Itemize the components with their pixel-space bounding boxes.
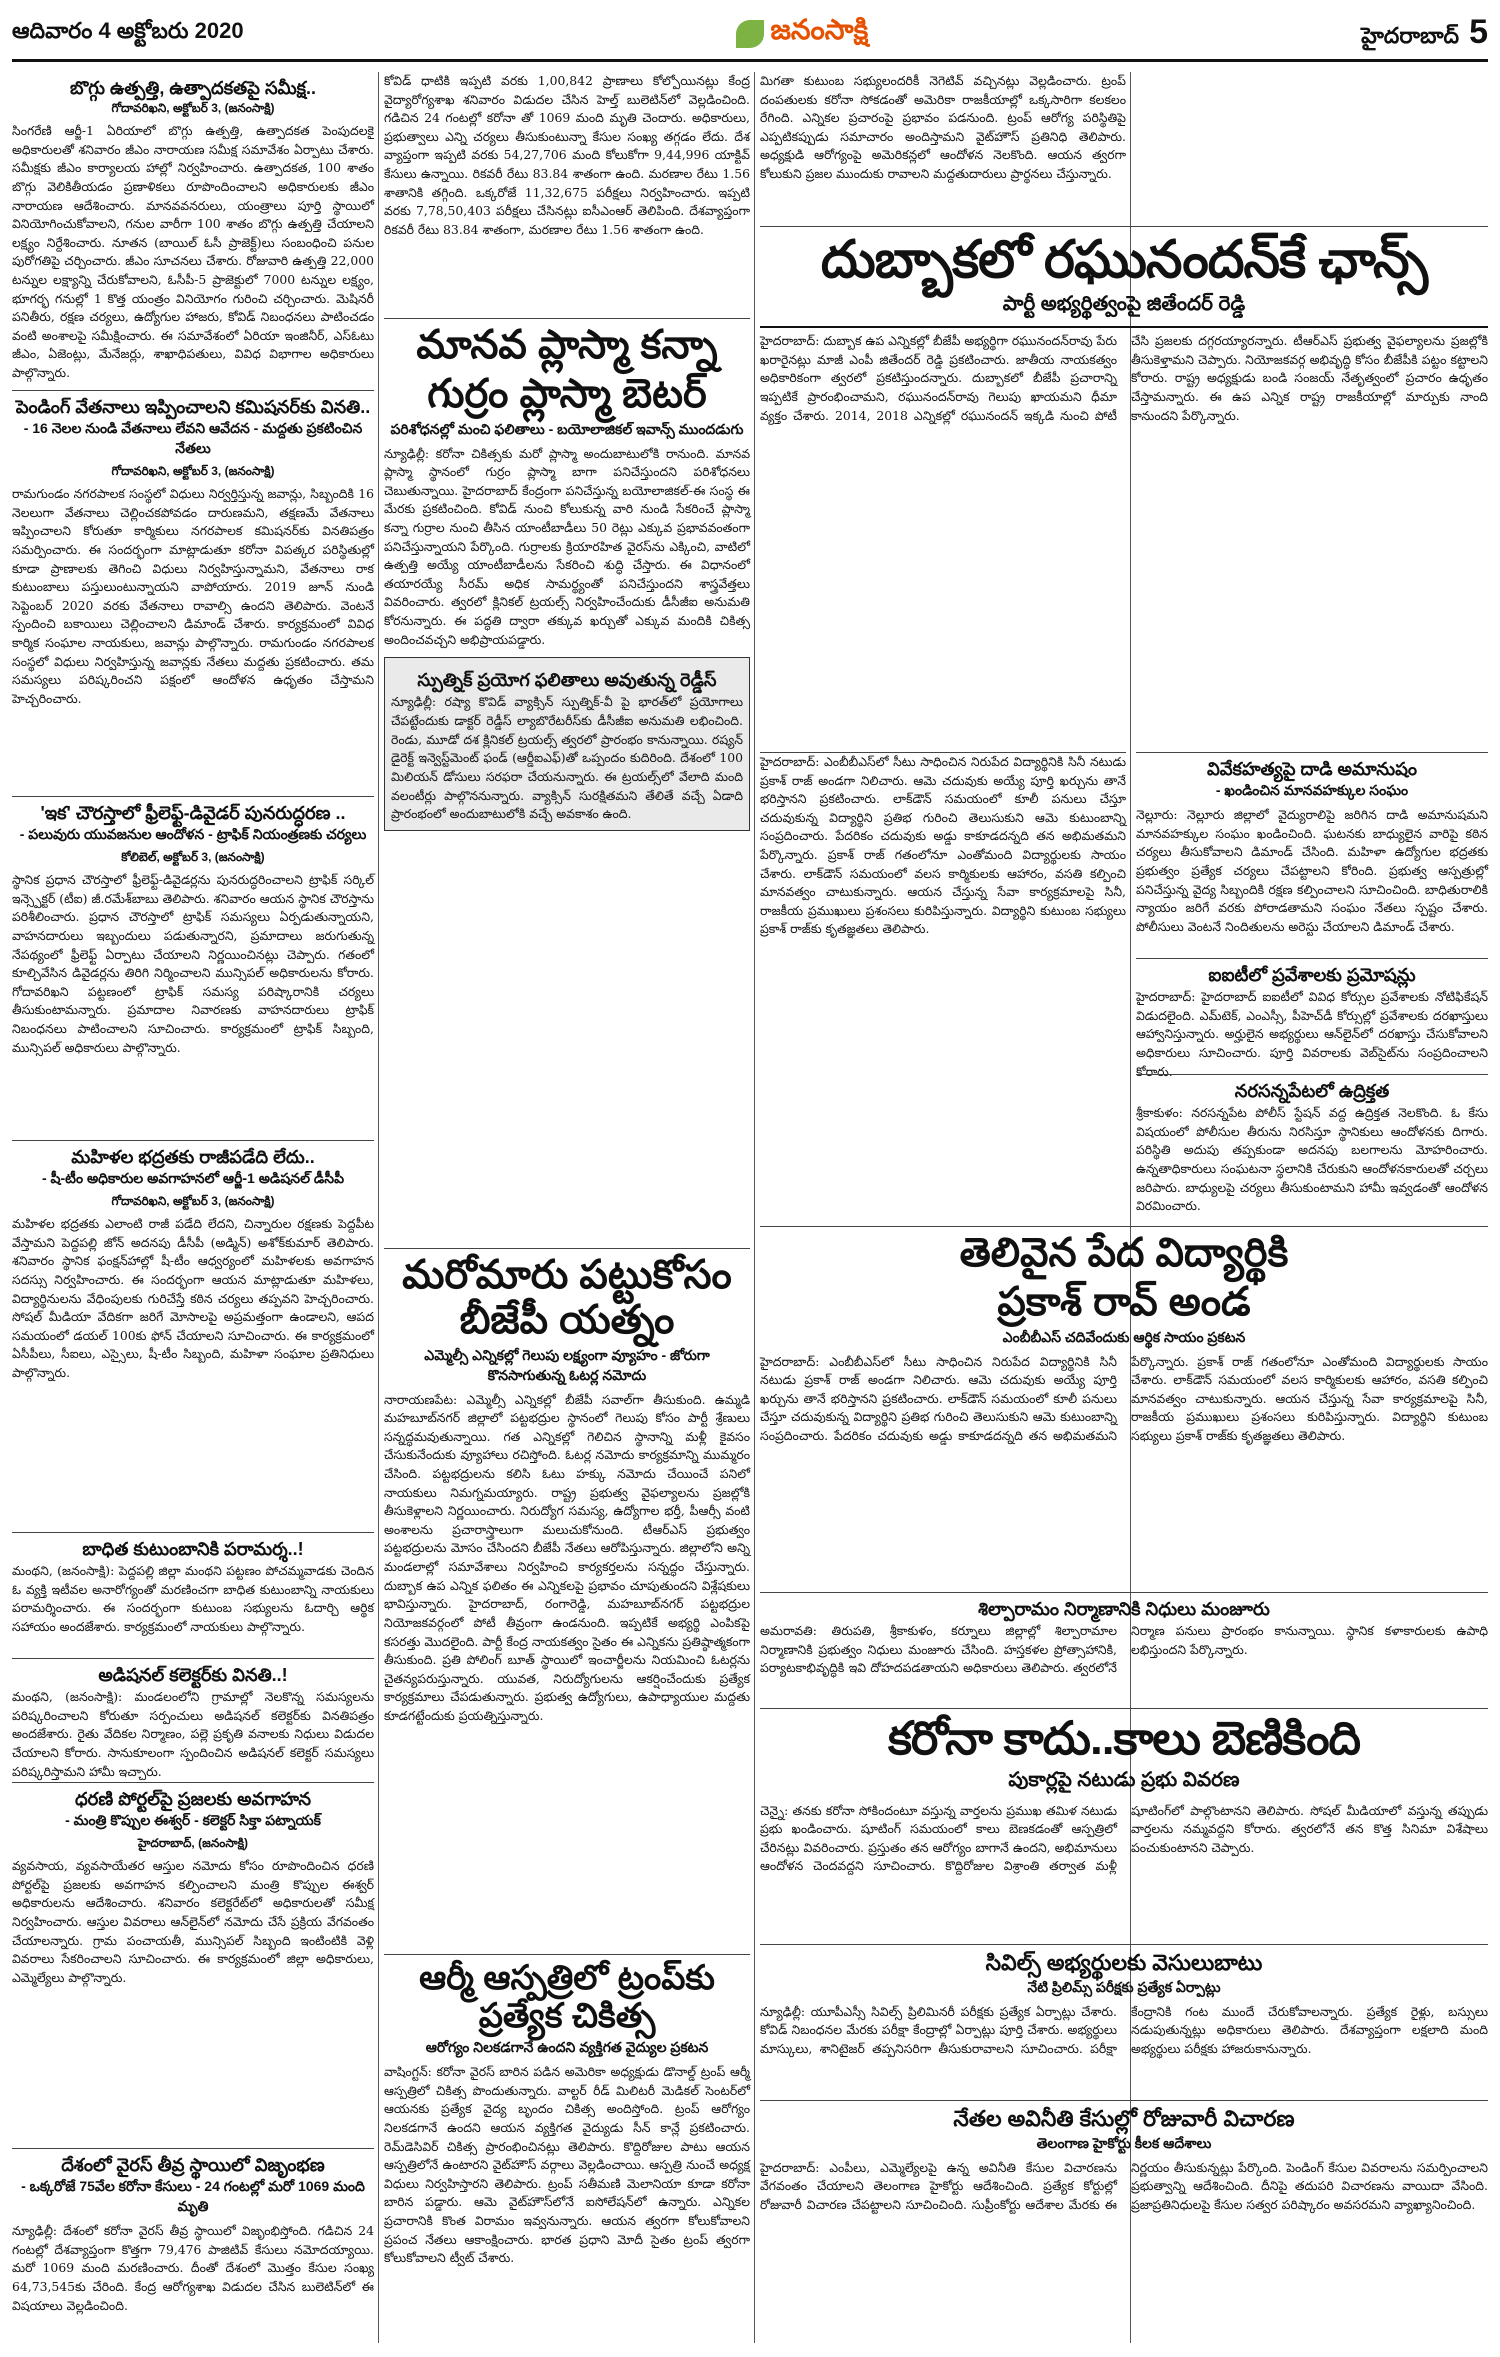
article-free-left-divider bbox=[12, 796, 374, 1134]
column-2 bbox=[384, 72, 750, 2343]
article-body: నారాయణపేట: ఎమ్మెల్సీ ఎన్నికల్లో బీజేపీ సవాల్‌గా తీసుకుంది. ఉమ్మడి మహబూబ్‌నగర్ జిల్లాలో పట్టభద్రుల స్థానంలో గెలుపు కోసం పార్టీ శ్రేణులు సన్నద్ధమవుతున్నాయి. గత ఎన్నికల్లో గెలిచిన స్థానాన్ని మళ్లీ కైవసం చేసుకునేందుకు వ్యూహాలు రచిస్తోంది. ఓటర్ల నమోదు కార్యక్రమాన్ని ముమ్మరం చేసింది. పట్టభద్రులను కలిసి ఓటు హక్కు నమోదు చేయించే పనిలో నాయకులు నిమగ్నమయ్యారు. రాష్ట్ర ప్రభుత్వ వైఫల్యాలను ప్రజల్లోకి తీసుకెళ్లాలని నిర్ణయించారు. నిరుద్యోగ సమస్య, ఉద్యోగాల భర్తీ, పీఆర్సీ వంటి అంశాలను ప్రచారాస్త్రాలుగా మలుచుకోనుంది. టీఆర్ఎస్ ప్రభుత్వం పట్టభద్రులను మోసం చేసిందని బీజేపీ నేతలు ఆరోపిస్తున్నారు. జిల్లాలోని అన్ని మండలాల్లో సమావేశాలు నిర్వహించి కార్యకర్తలను సన్నద్ధం చేస్తున్నారు. దుబ్బాక ఉప ఎన్నిక ఫలితం ఈ ఎన్నికలపై ప్రభావం చూపుతుందని విశ్లేషకులు భావిస్తున్నారు. హైదరాబాద్, రంగారెడ్డి, మహబూబ్‌నగర్ పట్టభద్రుల నియోజకవర్గంలో పోటీ తీవ్రంగా ఉండనుంది. ఇప్పటికే అభ్యర్థి ఎంపికపై కసరత్తు మొదలైంది. పార్టీ కేంద్ర నాయకత్వం సైతం ఈ ఎన్నికను ప్రతిష్ఠాత్మకంగా తీసుకుంది. ప్రతి పోలింగ్ బూత్ స్థాయిలో ఇంచార్జీలను నియమించి ఓటర్లను చైతన్యపరుస్తున్నారు. యువత, నిరుద్యోగులను ఆకర్షించేందుకు ప్రత్యేక కార్యక్రమాలు చేపడుతున్నారు. ప్రభుత్వ ఉద్యోగులు, ఉపాధ్యాయుల మద్దతు కూడగట్టేందుకు ప్రయత్నిస్తున్నారు. bbox=[384, 1391, 750, 1723]
article-trump-continued bbox=[760, 72, 1126, 220]
article-body: హైదరాబాద్: ఎంపీలు, ఎమ్మెల్యేలపై ఉన్న అవినీతి కేసుల విచారణను వేగవంతం చేయాలని తెలంగాణ హైకోర్టు ఆదేశించింది. ప్రత్యేక కోర్టుల్లో రోజువారీ విచారణ చేపట్టాలని సూచించింది. సుప్రీంకోర్టు ఆదేశాల మేరకు ఈ నిర్ణయం తీసుకున్నట్లు పేర్కొంది. పెండింగ్ కేసుల వివరాలను సమర్పించాలని ప్రభుత్వాన్ని ఆదేశించింది. దీనిపై తదుపరి విచారణను వాయిదా వేసింది. ప్రజాప్రతినిధులపై కేసుల సత్వర పరిష్కారం అవసరమని వ్యాఖ్యానించింది. bbox=[760, 2159, 1488, 2212]
headline: అడిషనల్ కలెక్టర్‌కు వినతి..! bbox=[98, 1665, 288, 1685]
headline: మరోమారు పట్టుకోసం బీజేపీ యత్నం bbox=[402, 1253, 732, 1342]
article-body: హైదరాబాద్: హైదరాబాద్ ఐఐటీలో వివిధ కోర్సుల ప్రవేశాలకు నోటిఫికేషన్ విడుదలైంది. ఎమ్‌టెక్, ఎంఎస్సీ, పీహెచ్‌డీ కోర్సుల్లో ప్రవేశాలకు దరఖాస్తులు ఆహ్వానిస్తున్నారు. అర్హులైన అభ్యర్థులు ఆన్‌లైన్‌లో దరఖాస్తు చేసుకోవాలని అధికారులు సూచించారు. పూర్తి వివరాలకు వెబ్‌సైట్‌ను సంప్రదించాలని కోరారు. bbox=[1136, 989, 1488, 1079]
headline: నరసన్నపేటలో ఉద్రిక్తత bbox=[1234, 1081, 1390, 1101]
headline: బొగ్గు ఉత్పత్తి, ఉత్పాదకతపై సమీక్ష.. bbox=[69, 78, 317, 98]
headline: మానవ ప్లాస్మా కన్నా bbox=[416, 323, 718, 367]
article-corruption-cases bbox=[760, 2100, 1488, 2343]
article-body: సింగరేణి ఆర్జీ-1 ఏరియాలో బొగ్గు ఉత్పత్తి, ఉత్పాదకత పెంపుదలకై అధికారులతో శనివారం జీఎం నారాయణ సమీక్ష సమావేశం ఏర్పాటు చేశారు. సమీక్షకు జీఎం కార్యాలయ హాల్లో నిర్వహించారు. ఉత్పాదకత, 100 శాతం బొగ్గు వెలికితీయడం ప్రణాళికలు రూపొందించాలని అధికారులకు జీఎం నారాయణ ఆదేశించారు. మానవవనరులు, యంత్రాలు పూర్తి స్థాయిలో వినియోగించుకోవాలని, గనుల వారీగా 100 శాతం బొగ్గు ఉత్పత్తి చేయాలని లక్ష్యం నిర్దేశించారు. నూతన (బాయిల్ ఓసీ ప్రాజెక్ట్)లు సంబంధించి పనుల పురోగతిపై చర్చించారు. జీఎం సూచనలు చేశారు. రోజువారి ఉత్పత్తి 22,000 టన్నుల లక్ష్యాన్ని చేరుకోవాలని, ఓసీపీ-5 ప్రాజెక్టులో 7000 టన్నుల లక్ష్యం, భూగర్భ గనుల్లో 1 కొత్త యంత్రం వినియోగం గురించి చర్చించారు. మెషినరీ పనితీరు, రక్షణ చర్యలు, ఉద్యోగుల హాజరు, కోవిడ్ నిబంధనలు పాటించడం వంటి అంశాలపై సమీక్షించారు. ఈ సమావేశంలో ఏరియా ఇంజినీర్, ఎస్ఓటు జీఎం, ఏజెంట్లు, మేనేజర్లు, శాఖాధిపతులు, వివిధ విభాగాల అధికారులు పాల్గొన్నారు. bbox=[12, 123, 374, 381]
article-narasannapeta bbox=[1136, 1074, 1488, 1220]
column-divider bbox=[378, 72, 379, 2343]
headline: వివేకహత్యపై దాడి అమానుషం bbox=[1206, 759, 1418, 779]
article-body: న్యూఢిల్లీ: కరోనా చికిత్సకు మరో ప్లాస్మా అందుబాటులోకి రానుంది. మానవ ప్లాస్మా స్థానంలో గుర్రం ప్లాస్మా బాగా పనిచేస్తుందని పరిశోధనలు చెబుతున్నాయి. హైదరాబాద్ కేంద్రంగా పనిచేస్తున్న బయోలాజికల్-ఈ సంస్థ ఈ మేరకు ప్రకటించింది. కోవిడ్ నుంచి కోలుకున్న వారి నుండి సేకరించే ప్లాస్మా కన్నా గుర్రాల నుంచి తీసిన యాంటీబాడీలు 50 రెట్లు ఎక్కువ ప్రభావవంతంగా పనిచేస్తున్నాయని పేర్కొంది. గుర్రాలకు క్రియారహిత వైరస్‌ను ఎక్కించి, వాటిలో ఉత్పత్తి అయ్యే యాంటీబాడీలను సేకరించి శుద్ధి చేస్తారు. ఈ విధానంలో తయారయ్యే సీరమ్ అధిక సామర్థ్యంతో పనిచేస్తుందని శాస్త్రవేత్తలు వివరించారు. త్వరలో క్లినికల్ ట్రయల్స్ నిర్వహించేందుకు డీసీజీఐ అనుమతి కోరనున్నారు. ఈ పద్ధతి ద్వారా తక్కువ ఖర్చుతో ఎక్కువ మందికి చికిత్స అందించవచ్చని అభిప్రాయపడ్డారు. bbox=[384, 445, 750, 647]
article-body: వాషింగ్టన్: కరోనా వైరస్ బారిన పడిన అమెరికా అధ్యక్షుడు డొనాల్డ్ ట్రంప్ ఆర్మీ ఆస్పత్రిలో చికిత్స పొందుతున్నారు. వాల్టర్ రీడ్ మిలిటరీ మెడికల్ సెంటర్‌లో ఆయనకు ప్రత్యేక వైద్య బృందం చికిత్స అందిస్తోంది. ట్రంప్ ఆరోగ్యం నిలకడగానే ఉందని ఆయన వ్యక్తిగత వైద్యుడు సీన్ కాన్లే ప్రకటించారు. రెమ్‌డెసివిర్ చికిత్స ప్రారంభించినట్లు తెలిపారు. కొద్దిరోజుల పాటు ఆయన ఆస్పత్రిలోనే ఉంటారని వైట్‌హౌస్ వర్గాలు వెల్లడించాయి. ఆస్పత్రి నుంచే అధ్యక్ష విధులు నిర్వహిస్తారని తెలిపారు. ట్రంప్ సతీమణి మెలానియా కూడా కరోనా బారిన పడ్డారు. ఆమె వైట్‌హౌస్‌లోనే ఐసోలేషన్‌లో ఉన్నారు. ఎన్నికల ప్రచారానికి కొంత విరామం ఇవ్వనున్నారు. ఆయన త్వరగా కోలుకోవాలని ప్రపంచ నేతలు ఆకాంక్షించారు. భారత ప్రధాని మోదీ సైతం ట్రంప్ త్వరగా కోలుకోవాలని ట్వీట్ చేశారు. bbox=[384, 2064, 750, 2266]
article-attack-condemned bbox=[1136, 752, 1488, 952]
headline: పెండింగ్ వేతనాలు ఇప్పించాలని కమిషనర్‌కు వినతి.. bbox=[15, 397, 371, 417]
article-trump-treatment bbox=[384, 1954, 750, 2343]
article-shilparamam bbox=[760, 1592, 1488, 1702]
article-body: రామగుండం నగరపాలక సంస్థలో విధులు నిర్వర్తిస్తున్న జవాన్లు, సిబ్బందికి 16 నెలలుగా వేతనాలు చెల్లించకపోవడం దారుణమని, తక్షణమే వేతనాలు ఇప్పించాలని కోరుతూ కార్మికులు నగరపాలక కమిషనర్‌కు వినతిపత్రం సమర్పించారు. ఈ సందర్భంగా మాట్లాడుతూ కరోనా విపత్కర పరిస్థితుల్లో కూడా ప్రాణాలకు తెగించి విధులు నిర్వహిస్తున్నామని, వేతనాలు రాక కుటుంబాలు పస్తులుంటున్నాయని వాపోయారు. 2019 జూన్ నుండి సెప్టెంబర్ 2020 వరకు వేతనాలు రావాల్సి ఉందని తెలిపారు. వెంటనే స్పందించి బకాయిలు చెల్లించాలని డిమాండ్ చేశారు. కార్యక్రమంలో వివిధ కార్మిక సంఘాల నాయకులు, జవాన్లు పాల్గొన్నారు. రామగుండం నగరపాలక సంస్థలో విధులు నిర్వహిస్తున్న జవాన్లకు నేతలు మద్దతు ప్రకటించారు. తమ సమస్యలు పరిష్కరించని పక్షంలో ఆందోళన ఉధృతం చేస్తామని హెచ్చరించారు. bbox=[12, 486, 374, 706]
leaf-icon bbox=[736, 20, 764, 48]
headline: దుబ్బాకలో రఘునందన్‌కే ఛాన్స్ bbox=[820, 231, 1428, 289]
article-body: నెల్లూరు: నెల్లూరు జిల్లాలో వైద్యురాలిపై జరిగిన దాడి అమానుషమని మానవహక్కుల సంఘం ఖండించింది. ఘటనకు బాధ్యులైన వారిపై కఠిన చర్యలు తీసుకోవాలని డిమాండ్ చేసింది. మహిళా ఉద్యోగుల భద్రతకు ప్రభుత్వం ప్రత్యేక చర్యలు చేపట్టాలని కోరింది. ప్రభుత్వ ఆస్పత్రుల్లో పనిచేస్తున్న వైద్య సిబ్బందికి రక్షణ కల్పించాలని సూచించింది. బాధితురాలికి న్యాయం జరిగే వరకు పోరాడతామని సంఘం నేతలు స్పష్టం చేశారు. పోలీసులు వెంటనే నిందితులను అరెస్టు చేయాలని డిమాండ్ చేశారు. bbox=[1136, 807, 1488, 934]
article-coal-review bbox=[12, 72, 374, 384]
box-headline: స్పుత్నిక్ ప్రయోగ ఫలితాలు అవుతున్న రెడ్డీస్ bbox=[417, 670, 717, 691]
headline: సివిల్స్ అభ్యర్థులకు వెసులుబాటు bbox=[985, 1950, 1263, 1975]
masthead bbox=[12, 8, 1488, 62]
subheadline: ఆరోగ్యం నిలకడగానే ఉందని వ్యక్తిగత వైద్యుల ప్రకటన bbox=[425, 2039, 709, 2056]
article-body: అమరావతి: తిరుపతి, శ్రీకాకుళం, కర్నూలు జిల్లాల్లో శిల్పారామాల నిర్మాణానికి ప్రభుత్వం నిధులు మంజూరు చేసింది. హస్తకళల ప్రోత్సాహానికి, పర్యాటకాభివృద్ధికి ఇవి దోహదపడతాయని అధికారులు తెలిపారు. త్వరలోనే నిర్మాణ పనులు ప్రారంభం కానున్నాయి. స్థానిక కళాకారులకు ఉపాధి లభిస్తుందని పేర్కొన్నారు. bbox=[760, 1623, 1488, 1676]
column-divider bbox=[754, 72, 755, 2343]
article-body: హైదరాబాద్: దుబ్బాక ఉప ఎన్నికల్లో బీజేపీ అభ్యర్థిగా రఘునందన్‌రావు పేరు ఖరారైనట్లు మాజీ ఎంపీ జితేందర్ రెడ్డి ప్రకటించారు. జాతీయ నాయకత్వం అధికారికంగా త్వరలో ప్రకటిస్తుందన్నారు. దుబ్బాకలో బీజేపీ ప్రచారాన్ని ఇప్పటికే ప్రారంభించామని, రఘునందన్‌రావు గెలుపు ఖాయమని ధీమా వ్యక్తం చేశారు. 2014, 2018 ఎన్నికల్లో రఘునందన్ ఇక్కడి నుంచి పోటీ చేసి ప్రజలకు దగ్గరయ్యారన్నారు. టీఆర్ఎస్ ప్రభుత్వ వైఫల్యాలను ప్రజల్లోకి తీసుకెళ్తామని చెప్పారు. నియోజకవర్గ అభివృద్ధి కోసం బీజేపీకి పట్టం కట్టాలని కోరారు. రాష్ట్ర అధ్యక్షుడు బండి సంజయ్ నేతృత్వంలో ప్రచారం ఉధృతం చేస్తామన్నారు. ఈ ఉప ఎన్నిక రాష్ట్ర రాజకీయాల్లో మార్పుకు నాంది కానుందని పేర్కొన్నారు. bbox=[760, 333, 1488, 423]
article-prakash-raj bbox=[760, 1226, 1488, 1586]
subheadline: - 16 నెలల నుండి వేతనాలు లేవని ఆవేదన - మద్దతు ప్రకటించిన నేతలు bbox=[23, 420, 363, 457]
article-body: మిగతా కుటుంబ సభ్యులందరికీ నెగెటివ్ వచ్చినట్లు వెల్లడించారు. ట్రంప్ దంపతులకు కరోనా సోకడంతో అమెరికా రాజకీయాల్లో ఒక్కసారిగా కలకలం రేగింది. ఎన్నికల ప్రచారంపై ప్రభావం పడనుంది. ట్రంప్ ఆరోగ్య పరిస్థితిపై ఎప్పటికప్పుడు సమాచారం అందిస్తామని వైట్‌హౌస్ ప్రతినిధి తెలిపారు. అధ్యక్షుడి ఆరోగ్యంపై అమెరికన్లలో ఆందోళన నెలకొంది. ఆయన త్వరగా కోలుకుని ప్రజల ముందుకు రావాలని మద్దతుదారులు ప్రార్థనలు చేస్తున్నారు. bbox=[760, 73, 1126, 182]
article-virus-surge bbox=[12, 2148, 374, 2343]
article-collector-petition bbox=[12, 1658, 374, 1779]
article-actor-prabhu bbox=[760, 1708, 1488, 1938]
headline: మహిళల భద్రతకు రాజీపడేది లేదు.. bbox=[71, 1147, 315, 1167]
box-body: న్యూఢిల్లీ: రష్యా కొవిడ్ వ్యాక్సిన్ స్పుత్నిక్-వీ పై భారత్‌లో ప్రయోగాలు చేపట్టేందుకు డాక్టర్ రెడ్డీస్ ల్యాబొరేటరీస్‌కు డీసీజీఐ అనుమతి లభించింది. రెండు, మూడో దశ క్లినికల్ ట్రయల్స్ త్వరలో ప్రారంభం కానున్నాయి. రష్యన్ డైరెక్ట్ ఇన్వెస్ట్‌మెంట్ ఫండ్ (ఆర్డీఐఎఫ్)తో ఒప్పందం కుదిరింది. దేశంలో 100 మిలియన్ డోసులు సరఫరా చేయనున్నారు. ఈ ట్రయల్స్‌లో వేలాది మంది వలంటీర్లు పాల్గొననున్నారు. వ్యాక్సిన్ సురక్షితమని తేలితే వచ్చే ఏడాది ప్రారంభంలో అందుబాటులోకి వచ్చే అవకాశం ఉంది. bbox=[391, 694, 743, 822]
dateline: గోదావరిఖని, అక్టోబర్ 3, (జనంసాక్షి) bbox=[111, 464, 275, 479]
headline: 'ఇక' చౌరస్తాలో ఫ్రీలెఫ్ట్-డివైడర్ పునరుద్ధరణ .. bbox=[40, 803, 346, 823]
article-body: స్థానిక ప్రధాన చౌరస్తాలో ఫ్రీలెఫ్ట్-డివైడర్లను పునరుద్ధరించాలని ట్రాఫిక్ సర్కిల్ ఇన్స్పెక్టర్ (టీఐ) జీ.రమేశ్‌బాబు తెలిపారు. శనివారం ఆయన స్థానిక చౌరస్తాను పరిశీలించారు. ప్రధాన చౌరస్తాలో ట్రాఫిక్ సమస్యలు ఏర్పడుతున్నాయని, వాహనదారులు ఇబ్బందులు పడుతున్నారని, ప్రమాదాలు జరుగుతున్న నేపథ్యంలో ఫ్రీలెఫ్ట్ ఏర్పాటు చేయాలని నిర్ణయించినట్లు చెప్పారు. గతంలో కూల్చివేసిన డివైడర్లను తిరిగి నిర్మించాలని మున్సిపల్ అధికారులను కోరారు. గోదావరిఖని పట్టణంలో ట్రాఫిక్ సమస్య పరిష్కారానికి చర్యలు తీసుకుంటామన్నారు. ప్రమాదాల నివారణకు వాహనదారులు ట్రాఫిక్ నిబంధనలు పాటించాలని సూచించారు. కార్యక్రమంలో ట్రాఫిక్ సిబ్బంది, మున్సిపల్ అధికారులు పాల్గొన్నారు. bbox=[12, 872, 374, 1055]
dateline: హైదరాబాద్, (జనంసాక్షి) bbox=[137, 1836, 249, 1851]
article-horse-plasma bbox=[384, 318, 750, 1242]
article-iit-admissions bbox=[1136, 958, 1488, 1079]
dateline: గోదావరిఖని, అక్టోబర్ 3, (జనంసాక్షి) bbox=[111, 101, 275, 116]
article-col3-filler bbox=[760, 752, 1126, 1220]
subheadline: పరిశోధనల్లో మంచి ఫలితాలు - బయోలాజికల్ ఇవాన్స్ ముందడుగు bbox=[390, 420, 744, 437]
headline: తెలివైన పేద విద్యార్థికి bbox=[959, 1231, 1289, 1275]
edition bbox=[1361, 13, 1488, 54]
headline: ధరణి పోర్టల్‌పై ప్రజలకు అవగాహన bbox=[74, 1789, 312, 1809]
article-body: మంథని, (జనంసాక్షి): మండలంలోని గ్రామాల్లో నెలకొన్న సమస్యలను పరిష్కరించాలని కోరుతూ సర్పంచులు అడిషనల్ కలెక్టర్‌కు వినతిపత్రం అందజేశారు. రైతు వేదికల నిర్మాణం, పల్లె ప్రకృతి వనాలకు నిధులు విడుదల చేయాలని కోరారు. సానుకూలంగా స్పందించిన అడిషనల్ కలెక్టర్ సమస్యలు పరిష్కరిస్తామని హామీ ఇచ్చారు. bbox=[12, 1689, 374, 1779]
headline: ఐఐటీలో ప్రవేశాలకు ప్రమోషన్లు bbox=[1208, 965, 1416, 985]
article-body: న్యూఢిల్లీ: యూపీఎస్సీ సివిల్స్ ప్రిలిమినరీ పరీక్షకు ప్రత్యేక ఏర్పాట్లు చేశారు. కోవిడ్ నిబంధనల మేరకు పరీక్షా కేంద్రాల్లో ఏర్పాట్లు పూర్తి చేశారు. అభ్యర్థులు మాస్కులు, శానిటైజర్ తప్పనిసరిగా తీసుకురావాలని సూచించారు. పరీక్షా కేంద్రానికి గంట ముందే చేరుకోవాలన్నారు. ప్రత్యేక రైళ్లు, బస్సులు నడుపుతున్నట్లు అధికారులు తెలిపారు. దేశవ్యాప్తంగా లక్షలాది మంది అభ్యర్థులు పరీక్షకు హాజరుకానున్నారు. bbox=[760, 2003, 1488, 2056]
page-number: 5 bbox=[1469, 13, 1488, 51]
subheadline: - ఖండించిన మానవహక్కుల సంఘం bbox=[1215, 782, 1409, 799]
city-name: హైదరాబాద్ bbox=[1361, 23, 1460, 48]
dateline: కోలిబెల్, అక్టోబర్ 3, (జనంసాక్షి) bbox=[121, 850, 265, 865]
subheadline: పార్టీ అభ్యర్థిత్వంపై జితేందర్ రెడ్డి bbox=[1002, 293, 1246, 316]
sidebar-box bbox=[384, 657, 750, 830]
column-1 bbox=[12, 72, 374, 2343]
subheadline: నేటి ప్రిలిమ్స్ పరీక్షకు ప్రత్యేక ఏర్పాట్లు bbox=[1027, 1978, 1221, 1995]
article-body: హైదరాబాద్: ఎంబీబీఎస్‌లో సీటు సాధించిన నిరుపేద విద్యార్థినికి సినీ నటుడు ప్రకాశ్ రాజ్ అండగా నిలిచారు. ఆమె చదువుకు అయ్యే పూర్తి ఖర్చును తానే భరిస్తానని ప్రకటించారు. లాక్‌డౌన్ సమయంలో కూలీ పనులు చేస్తూ చదువుకున్న విద్యార్థిని ప్రతిభ గురించి తెలుసుకుని ఆమె కుటుంబాన్ని సంప్రదించారు. పేదరికం చదువుకు అడ్డు కాకూడదన్నది తన అభిమతమని పేర్కొన్నారు. ప్రకాశ్ రాజ్ గతంలోనూ ఎంతోమంది విద్యార్థులకు సాయం చేశారు. లాక్‌డౌన్ సమయంలో వలస కార్మికులకు ఆహారం, వసతి కల్పించి మానవత్వం చాటుకున్నారు. ఆయన చేస్తున్న సేవా కార్యక్రమాలపై సినీ, రాజకీయ ప్రముఖులు ప్రశంసలు కురిపిస్తున్నారు. విద్యార్థిని కుటుంబ సభ్యులు ప్రకాశ్ రాజ్‌కు కృతజ్ఞతలు తెలిపారు. bbox=[760, 1353, 1488, 1444]
headline: దేశంలో వైరస్ తీవ్ర స్థాయిలో విజృంభణ bbox=[61, 2155, 325, 2175]
article-women-safety bbox=[12, 1140, 374, 1526]
headline-line-2: ప్రకాశ్ రావ్ అండ bbox=[997, 1279, 1251, 1324]
headline: బాధిత కుటుంబానికి పరామర్శ..! bbox=[82, 1539, 304, 1559]
paper-logo bbox=[728, 14, 876, 53]
article-body: న్యూఢిల్లీ: దేశంలో కరోనా వైరస్ తీవ్ర స్థాయిలో విజృంభిస్తోంది. గడిచిన 24 గంటల్లో దేశవ్యాప్తంగా కొత్తగా 79,476 పాజిటివ్ కేసులు నమోదయ్యాయి. మరో 1069 మంది మరణించారు. దీంతో దేశంలో మొత్తం కేసుల సంఖ్య 64,73,545కు చేరింది. కేంద్ర ఆరోగ్యశాఖ విడుదల చేసిన బులెటిన్‌లో ఈ విషయాలు వెల్లడించింది. bbox=[12, 2223, 374, 2313]
subheadline: తెలంగాణ హైకోర్టు కీలక ఆదేశాలు bbox=[1036, 2134, 1212, 2151]
subheadline: ఎమ్మెల్సీ ఎన్నికల్లో గెలుపు లక్ష్యంగా వ్యూహం - జోరుగా కొనసాగుతున్న ఓటర్ల నమోదు bbox=[424, 1346, 710, 1383]
subheadline: పుకార్లపై నటుడు ప్రభు వివరణ bbox=[1008, 1768, 1240, 1791]
subheadline: - మంత్రి కొప్పుల ఈశ్వర్ - కలెక్టర్ సిక్తా పట్నాయక్ bbox=[65, 1812, 321, 1829]
article-body: వ్యవసాయ, వ్యవసాయేతర ఆస్తుల నమోదు కోసం రూపొందించిన ధరణి పోర్టల్‌పై ప్రజలకు అవగాహన కల్పించాలని మంత్రి కొప్పుల ఈశ్వర్ అధికారులను ఆదేశించారు. శనివారం కలెక్టరేట్‌లో అధికారులతో సమీక్ష నిర్వహించారు. ఆస్తుల వివరాలు ఆన్‌లైన్‌లో నమోదు చేసే ప్రక్రియ వేగవంతం చేయాలన్నారు. గ్రామ పంచాయతీ, మున్సిపల్ సిబ్బంది ఇంటింటికి వెళ్లి వివరాలు సేకరించాలని సూచించారు. ఈ కార్యక్రమంలో జిల్లా అధికారులు, ఎమ్మెల్యేలు పాల్గొన్నారు. bbox=[12, 1858, 374, 1985]
dateline: గోదావరిఖని, అక్టోబర్ 3, (జనంసాక్షి) bbox=[111, 1194, 275, 1209]
article-body: మంథని, (జనంసాక్షి): పెద్దపల్లి జిల్లా మంథని పట్టణం పోచమ్మవాడకు చెందిన ఓ వ్యక్తి ఇటీవల అనారోగ్యంతో మరణించగా బాధిత కుటుంబాన్ని నాయకులు పరామర్శించారు. ఈ సందర్భంగా కుటుంబ సభ్యులను ఓదార్చి ఆర్థిక సహాయం అందజేశారు. కార్యక్రమంలో నాయకులు పాల్గొన్నారు. bbox=[12, 1563, 374, 1634]
article-dubbaka bbox=[760, 226, 1488, 746]
issue-date: ఆదివారం 4 అక్టోబరు 2020 bbox=[12, 18, 244, 43]
subheadline: - షీ-టీం అధికారుల అవగాహనలో ఆర్జీ-1 అడిషనల్ డీసీపీ bbox=[41, 1170, 345, 1187]
article-body: కోవిడ్ ధాటికి ఇప్పటి వరకు 1,00,842 ప్రాణాలు కోల్పోయినట్లు కేంద్ర వైద్యారోగ్యశాఖ శనివారం విడుదల చేసిన హెల్త్ బులెటిన్‌లో వెల్లడించింది. గడిచిన 24 గంటల్లో కరోనా తో 1069 మంది మృతి చెందారు. అధికారులు, ప్రభుత్వాలు ఎన్ని చర్యలు తీసుకుంటున్నా కేసుల సంఖ్య తగ్గడం లేదు. దేశ వ్యాప్తంగా ఇప్పటి వరకు 54,27,706 మంది కోలుకోగా 9,44,996 యాక్టివ్ కేసులు ఉన్నాయి. రికవరీ రేటు 83.84 శాతంగా ఉంది. మరణాల రేటు 1.56 శాతానికి తగ్గింది. ఒక్కరోజే 11,32,675 పరీక్షలు నిర్వహించారు. ఇప్పటి వరకు 7,78,50,403 పరీక్షలు చేసినట్లు ఐసీఎంఆర్ తెలిపింది. దేశవ్యాప్తంగా రికవరీ రేటు 83.84 శాతంగా, మరణాల రేటు 1.56 శాతంగా ఉంది. bbox=[384, 73, 750, 237]
article-family-visit bbox=[12, 1532, 374, 1652]
article-body: హైదరాబాద్: ఎంబీబీఎస్‌లో సీటు సాధించిన నిరుపేద విద్యార్థినికి సినీ నటుడు ప్రకాశ్ రాజ్ అండగా నిలిచారు. ఆమె చదువుకు అయ్యే పూర్తి ఖర్చును తానే భరిస్తానని ప్రకటించారు. లాక్‌డౌన్ సమయంలో కూలీ పనులు చేస్తూ చదువుకున్న విద్యార్థిని ప్రతిభ గురించి తెలుసుకుని ఆమె కుటుంబాన్ని సంప్రదించారు. పేదరికం చదువుకు అడ్డు కాకూడదన్నది తన అభిమతమని పేర్కొన్నారు. ప్రకాశ్ రాజ్ గతంలోనూ ఎంతోమంది విద్యార్థులకు సాయం చేశారు. లాక్‌డౌన్ సమయంలో వలస కార్మికులకు ఆహారం, వసతి కల్పించి మానవత్వం చాటుకున్నారు. ఆయన చేస్తున్న సేవా కార్యక్రమాలపై సినీ, రాజకీయ ప్రముఖులు ప్రశంసలు కురిపిస్తున్నారు. విద్యార్థిని కుటుంబ సభ్యులు ప్రకాశ్ రాజ్‌కు కృతజ్ఞతలు తెలిపారు. bbox=[760, 754, 1126, 937]
subheadline: ఎంబీబీఎస్ చదివేందుకు ఆర్థిక సాయం ప్రకటన bbox=[1002, 1328, 1246, 1345]
subheadline: - పలువురు యువజనుల ఆందోళన - ట్రాఫిక్ నియంత్రణకు చర్యలు bbox=[19, 826, 367, 843]
headline: శిల్పారామం నిర్మాణానికి నిధులు మంజూరు bbox=[978, 1599, 1270, 1619]
article-civils bbox=[760, 1944, 1488, 2094]
article-dharani-portal bbox=[12, 1782, 374, 2142]
paper-name: జనంసాక్షి bbox=[770, 14, 869, 45]
article-covid-continued bbox=[384, 72, 750, 312]
article-bjp-effort bbox=[384, 1248, 750, 1948]
article-body: మహిళల భద్రతకు ఎలాంటి రాజీ పడేది లేదని, చిన్నారుల రక్షణకు పెద్దపీట వేస్తామని పెద్దపల్లి జోన్ అదనపు డీసీపీ (అడ్మిన్) అశోక్‌కుమార్ తెలిపారు. శనివారం స్థానిక ఫంక్షన్‌హాల్లో షీ-టీం ఆధ్వర్యంలో మహిళలకు అవగాహన సదస్సు నిర్వహించారు. ఈ సందర్భంగా ఆయన మాట్లాడుతూ మహిళలు, విద్యార్థినులను వేధింపులకు గురిచేస్తే కఠిన చర్యలు తప్పవని హెచ్చరించారు. సోషల్ మీడియా వేదికగా జరిగే మోసాలపై అప్రమత్తంగా ఉండాలని, ఆపద సమయంలో డయల్ 100కు ఫోన్ చేయాలని సూచించారు. ఈ కార్యక్రమంలో ఏసీపీలు, సీఐలు, ఎస్సైలు, షీ-టీం సిబ్బంది, మహిళా సంఘాల ప్రతినిధులు పాల్గొన్నారు. bbox=[12, 1216, 374, 1381]
article-pending-wages bbox=[12, 390, 374, 790]
headline-line-2: గుర్రం ప్లాస్మా బెటర్ bbox=[427, 371, 707, 416]
headline: నేతల అవినీతి కేసుల్లో రోజువారీ విచారణ bbox=[953, 2106, 1295, 2131]
headline: కరోనా కాదు..కాలు బెణికింది bbox=[887, 1712, 1361, 1764]
article-body: చెన్నై: తనకు కరోనా సోకిందంటూ వస్తున్న వార్తలను ప్రముఖ తమిళ నటుడు ప్రభు ఖండించారు. షూటింగ్ సమయంలో కాలు బెణకడంతో ఆస్పత్రిలో చేరినట్లు వివరించారు. ప్రస్తుతం తన ఆరోగ్యం బాగానే ఉందని, అభిమానులు ఆందోళన చెందవద్దని సూచించారు. కొద్దిరోజుల విశ్రాంతి తర్వాత మళ్లీ షూటింగ్‌లో పాల్గొంటానని తెలిపారు. సోషల్ మీడియాలో వస్తున్న తప్పుడు వార్తలను నమ్మవద్దని కోరారు. త్వరలోనే తన కొత్త సినిమా విశేషాలు పంచుకుంటానని చెప్పారు. bbox=[760, 1802, 1488, 1874]
article-body: శ్రీకాకుళం: నరసన్నపేట పోలీస్ స్టేషన్ వద్ద ఉద్రిక్తత నెలకొంది. ఓ కేసు విషయంలో పోలీసుల తీరును నిరసిస్తూ స్థానికులు ఆందోళనకు దిగారు. పరిస్థితి అదుపు తప్పకుండా అదనపు బలగాలను మోహరించారు. ఉన్నతాధికారులు సంఘటనా స్థలానికి చేరుకుని ఆందోళనకారులతో చర్చలు జరిపారు. బాధ్యులపై చర్యలు తీసుకుంటామని హామీ ఇవ్వడంతో ఆందోళన విరమించారు. bbox=[1136, 1105, 1488, 1214]
divider bbox=[760, 326, 1488, 328]
subheadline: - ఒక్కరోజే 75వేల కరోనా కేసులు - 24 గంటల్లో మరో 1069 మంది మృతి bbox=[21, 2178, 365, 2215]
headline: ఆర్మీ ఆస్పత్రిలో ట్రంప్‌కు ప్రత్యేక చికిత్స bbox=[419, 1959, 715, 2036]
